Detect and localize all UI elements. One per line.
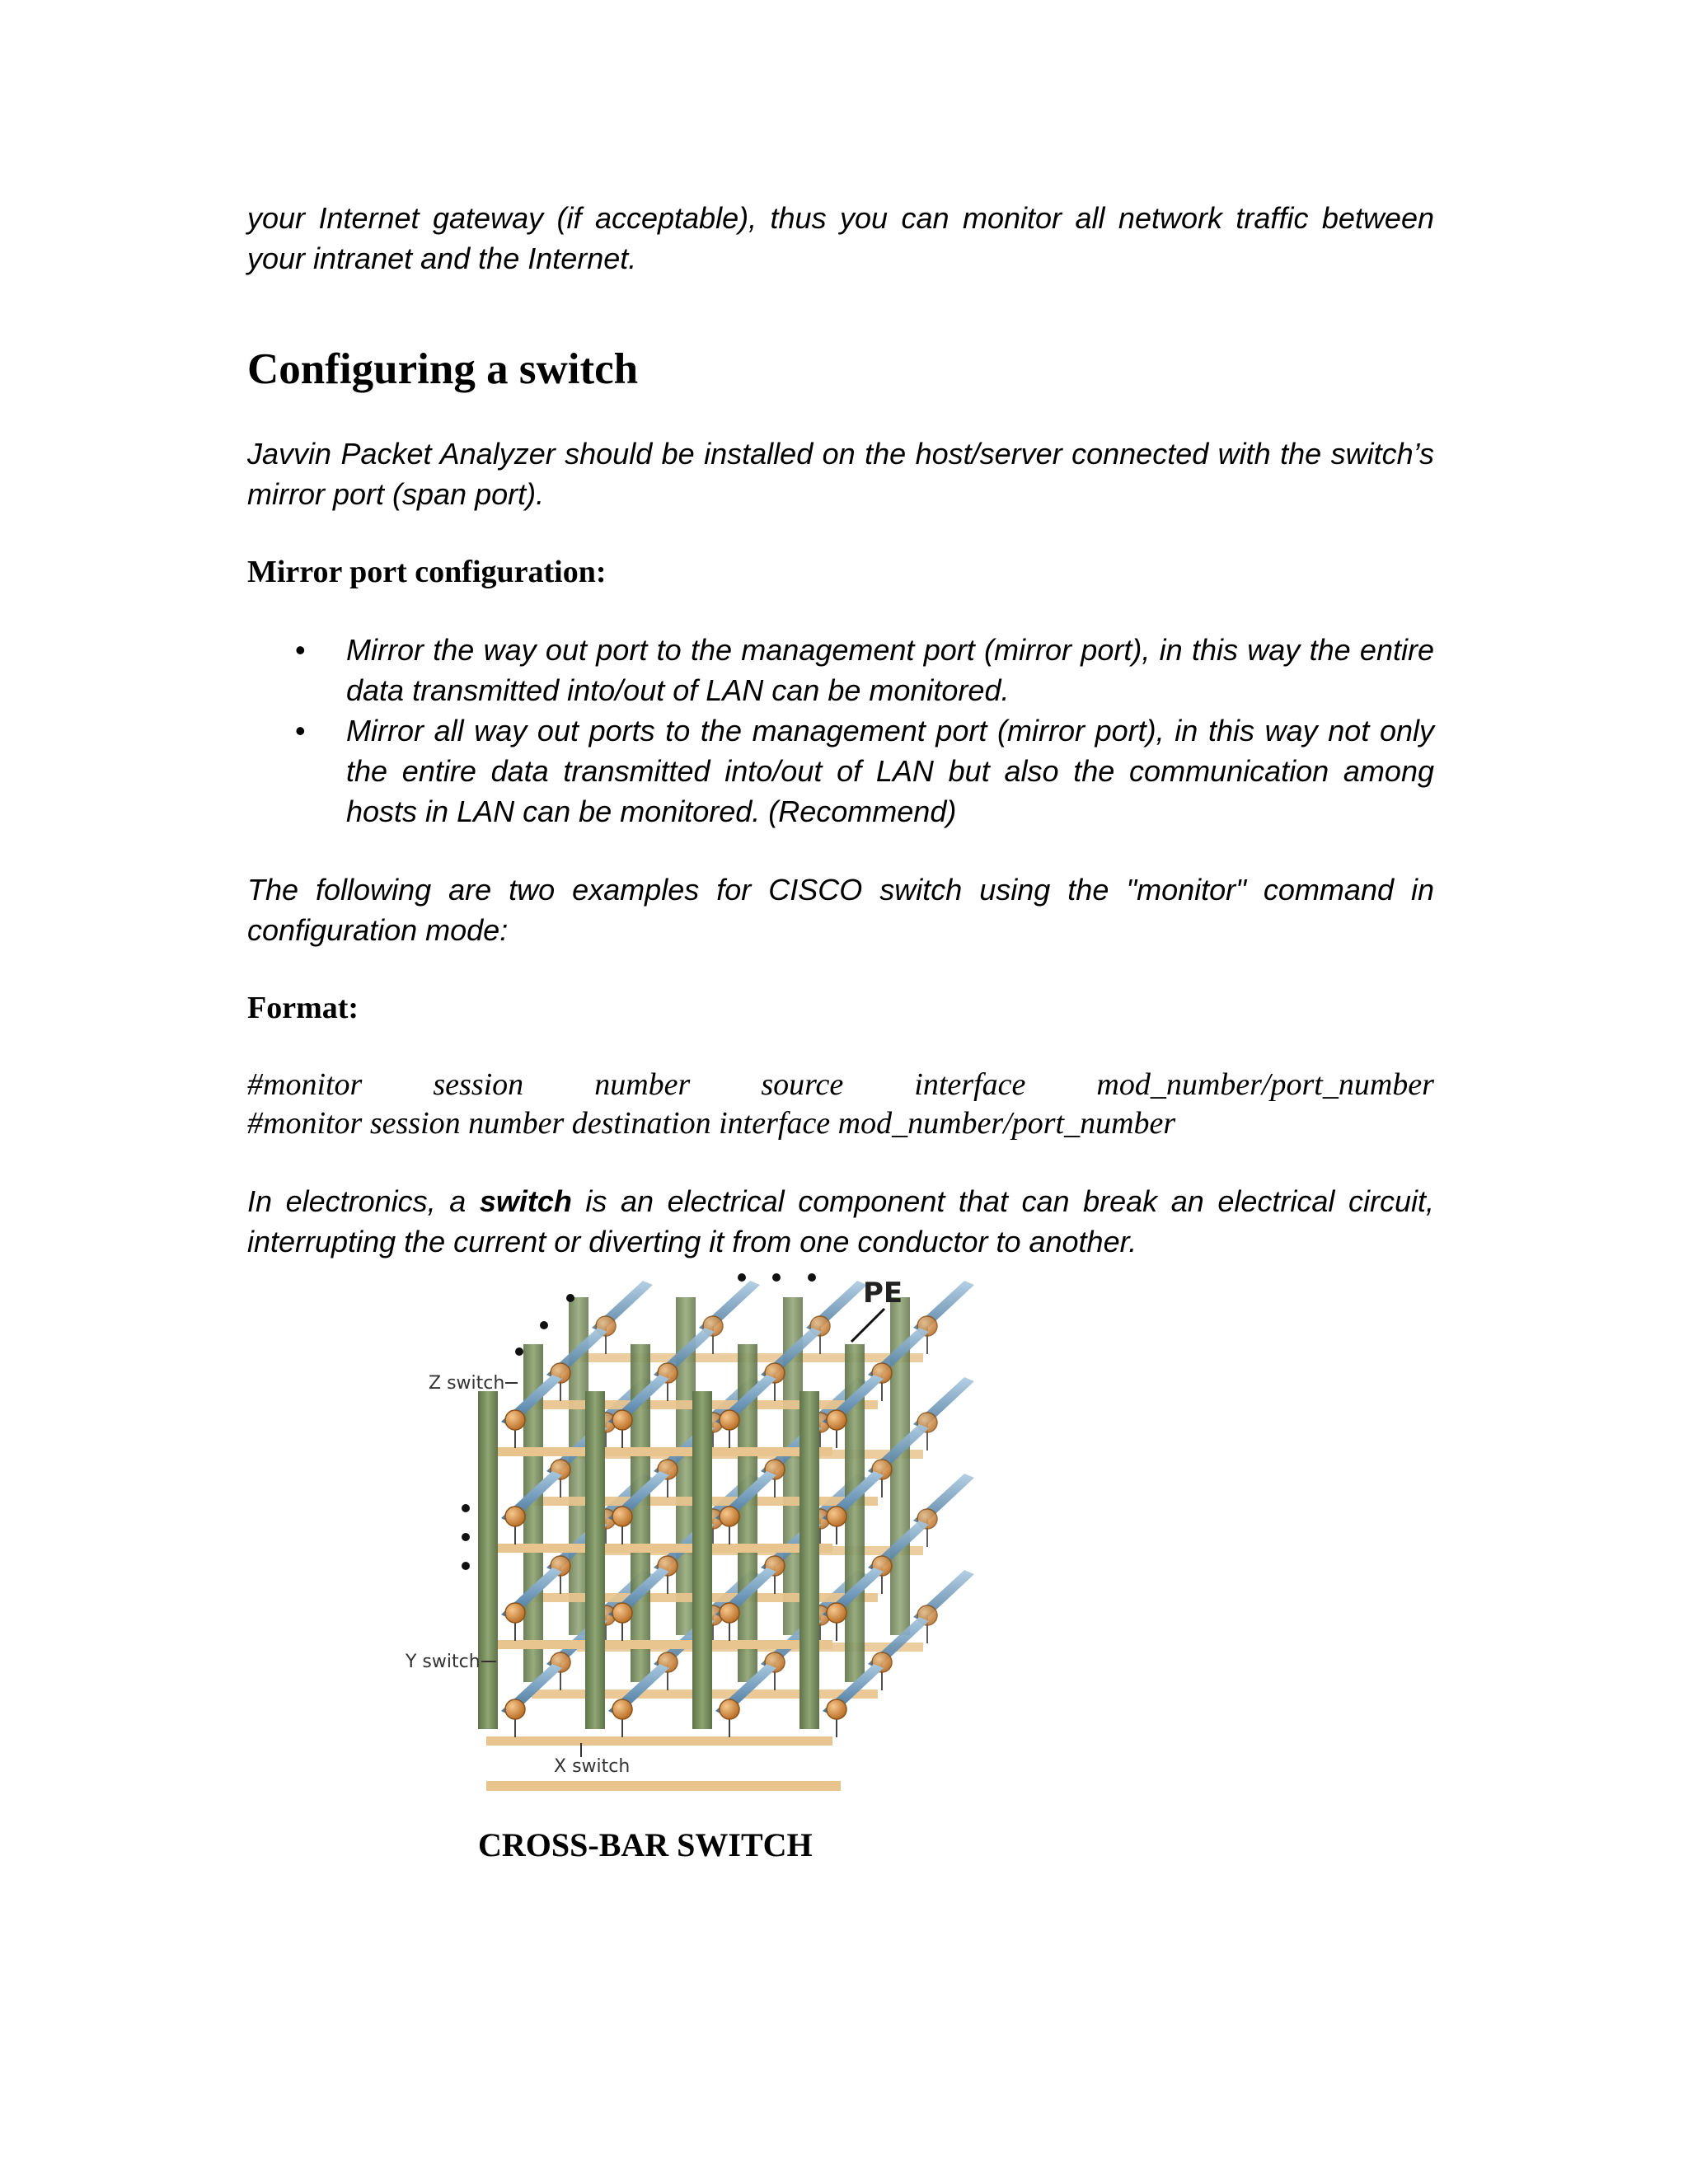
x-switch-bar [486, 1640, 832, 1649]
mirror-heading: Mirror port configuration: [247, 555, 607, 589]
pe-node [505, 1507, 525, 1526]
ellipsis-dot [462, 1504, 470, 1512]
format-line-1 [247, 1066, 1434, 1104]
crossbar-switch-figure [396, 1261, 989, 1805]
bullet-item [295, 630, 1434, 710]
ellipsis-dot [515, 1347, 523, 1356]
pe-node [612, 1603, 632, 1623]
pe-node [612, 1699, 632, 1719]
pe-node [827, 1507, 846, 1526]
format-heading: Format: [247, 991, 359, 1025]
examples-intro: The following are two examples for CISCO switch using the "monitor" command in configuration mode: [247, 873, 1434, 947]
y-switch-label: Y switch [406, 1652, 481, 1672]
pe-node [827, 1410, 846, 1430]
y-switch-pillar [799, 1391, 819, 1729]
install-note: Javvin Packet Analyzer should be installed on the host/server connected with the switch’s mirror port (span port). [247, 437, 1434, 511]
bullet-item [295, 710, 1434, 832]
format-word: interface [914, 1067, 1026, 1102]
pe-node [827, 1699, 846, 1719]
pe-node [612, 1507, 632, 1526]
ellipsis-dot [772, 1273, 781, 1282]
pe-label: PE [863, 1277, 903, 1310]
format-word: #monitor [247, 1067, 363, 1102]
switch-def-after: is an electrical component that can break an electrical circuit, interrupting the current or diverting it from one conductor to another. [247, 1184, 1434, 1258]
pe-node [827, 1603, 846, 1623]
figure-caption: CROSS-BAR SWITCH [478, 1826, 813, 1863]
document-page [247, 198, 1434, 1262]
x-switch-bar [486, 1447, 832, 1456]
pe-node [612, 1410, 632, 1430]
ellipsis-dot [566, 1294, 574, 1302]
switch-def-bold: switch [479, 1184, 572, 1218]
ellipsis-dot [808, 1273, 816, 1282]
pe-node [720, 1603, 739, 1623]
pe-node [720, 1507, 739, 1526]
ellipsis-dot [540, 1321, 548, 1329]
switch-definition [247, 1181, 1434, 1262]
ellipsis-dot [462, 1533, 470, 1541]
x-switch-base-bar [486, 1781, 841, 1791]
ellipsis-dot [462, 1562, 470, 1570]
pe-node [505, 1699, 525, 1719]
section-title: Configuring a switch [247, 345, 639, 393]
x-switch-bar [486, 1544, 832, 1553]
z-switch-label: Z switch [429, 1373, 505, 1394]
y-switch-pillar [585, 1391, 605, 1729]
format-word: session [433, 1067, 524, 1102]
y-switch-pillar [692, 1391, 712, 1729]
format-word: number [594, 1067, 691, 1102]
pe-node [505, 1603, 525, 1623]
format-block [247, 1066, 1434, 1143]
format-word: source [761, 1067, 844, 1102]
pe-node [505, 1410, 525, 1430]
x-switch-label: X switch [554, 1756, 631, 1777]
bullet-dot-icon: • [295, 633, 306, 667]
format-word: mod_number/port_number [1096, 1067, 1434, 1102]
bullet-text: Mirror all way out ports to the management port (mirror port), in this way not only the entire data transmitted into/out of LAN but also the communication among hosts in LAN can be monitored. (Recommend) [346, 714, 1434, 828]
bullet-text: Mirror the way out port to the management port (mirror port), in this way the entire data transmitted into/out of LAN can be monitored. [346, 633, 1434, 707]
switch-def-before: In electronics, a [247, 1184, 480, 1218]
x-switch-bar [486, 1736, 832, 1746]
pe-node [720, 1699, 739, 1719]
crossbar-diagram [396, 1261, 989, 1805]
y-switch-pillar [478, 1391, 498, 1729]
bullet-dot-icon: • [295, 714, 306, 748]
pe-leader [851, 1309, 884, 1342]
intro-continuation: your Internet gateway (if acceptable), thus you can monitor all network traffic between your intranet and the Internet. [247, 201, 1434, 275]
pe-node [720, 1410, 739, 1430]
format-line-2: #monitor session number destination interface mod_number/port_number [247, 1106, 1176, 1141]
mirror-bullets [247, 630, 1434, 832]
ellipsis-dot [738, 1273, 746, 1282]
